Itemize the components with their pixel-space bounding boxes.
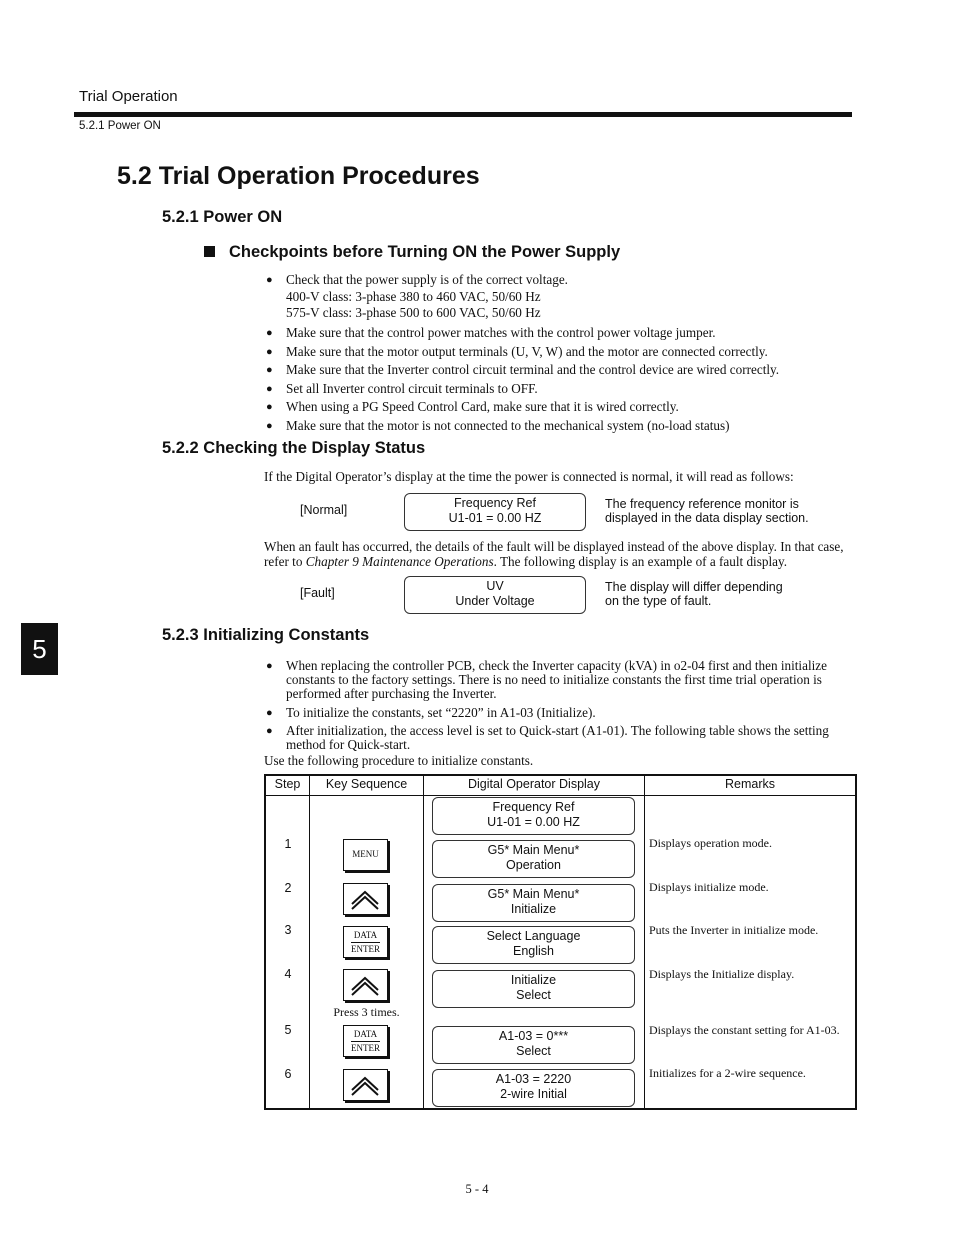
display-line-2: Operation	[506, 857, 561, 872]
display-line-2: English	[513, 943, 554, 958]
step-number: 2	[284, 881, 292, 895]
up-arrow-key-button	[343, 1069, 388, 1101]
heading-checkpoints: Checkpoints before Turning ON the Power Supply	[229, 243, 621, 261]
bullet-text: Set all Inverter control circuit terminals to OFF.	[286, 380, 538, 396]
display-line-1: UV	[486, 579, 504, 593]
bullet-icon: ●	[266, 274, 273, 286]
header-divider	[266, 795, 855, 796]
remark: Displays the constant setting for A1-03.	[649, 1023, 840, 1037]
init-procedure-table	[264, 774, 857, 1110]
list-item	[264, 419, 856, 433]
voltage-575-text: 575-V class: 3-phase 500 to 600 VAC, 50/60 Hz	[286, 305, 541, 320]
table-intro: Use the following procedure to initialize constants.	[264, 753, 534, 768]
bullet-text: After initialization, the access level is set to Quick-start (A1-01). The following table shows the setting method for Quick-start.	[286, 723, 829, 753]
bullet-icon: ●	[266, 660, 273, 672]
operator-display	[432, 840, 635, 878]
bullet-icon: ●	[266, 327, 273, 340]
operator-display	[432, 1069, 635, 1107]
list-item	[264, 659, 856, 701]
voltage-400-text: 400-V class: 3-phase 380 to 460 VAC, 50/60 Hz	[286, 288, 541, 304]
initializing-list	[264, 659, 856, 757]
step-number: 3	[284, 923, 292, 937]
display-line-2: Select	[516, 987, 551, 1002]
key-divider	[351, 942, 380, 943]
normal-label: [Normal]	[300, 503, 348, 517]
display-line-2: 2-wire Initial	[500, 1086, 567, 1101]
display-line-1: A1-03 = 0***	[498, 1029, 569, 1043]
column-divider	[423, 776, 424, 1108]
chapter-tab: 5	[21, 623, 58, 675]
display-line-2: U1-01 = 0.00 HZ	[448, 510, 542, 525]
display-line-1: G5* Main Menu*	[487, 887, 580, 901]
note-line-2: on the type of fault.	[605, 593, 712, 608]
up-arrow-icon	[344, 884, 387, 914]
column-divider	[309, 776, 310, 1108]
running-header-subsection: 5.2.1 Power ON	[79, 120, 161, 132]
display-line-1: Initialize	[510, 973, 557, 987]
list-item	[264, 724, 856, 752]
step-number: 4	[284, 967, 292, 981]
bullet-text: To initialize the constants, set “2220” in A1-03 (Initialize).	[286, 704, 596, 720]
fault-paragraph	[264, 540, 856, 569]
header-remarks: Remarks	[724, 777, 775, 791]
bullet-icon: ●	[266, 364, 273, 377]
display-line-1: G5* Main Menu*	[487, 843, 580, 857]
key-label-bottom: ENTER	[351, 944, 380, 954]
page-number: 5 - 4	[465, 1182, 489, 1196]
initial-display	[432, 797, 635, 835]
remark: Displays operation mode.	[649, 836, 772, 850]
remark: Displays the Initialize display.	[649, 967, 795, 981]
bullet-text: Make sure that the Inverter control circuit terminal and the control device are wired correctly.	[286, 362, 780, 378]
list-item	[264, 272, 856, 322]
display-line-2: Under Voltage	[455, 593, 535, 608]
bullet-text: When using a PG Speed Control Card, make sure that it is wired correctly.	[286, 399, 679, 415]
heading-initializing: 5.2.3 Initializing Constants	[162, 626, 370, 644]
key-label-top: DATA	[353, 1029, 378, 1039]
bullet-text: Make sure that the control power matches with the control power voltage jumper.	[286, 325, 716, 341]
remark: Puts the Inverter in initialize mode.	[649, 923, 819, 937]
list-item	[264, 400, 856, 414]
display-line-2: U1-01 = 0.00 HZ	[487, 814, 580, 829]
key-label: MENU	[352, 849, 379, 859]
checkpoint-list	[264, 272, 856, 438]
remark: Initializes for a 2-wire sequence.	[649, 1066, 806, 1080]
header-rule	[74, 112, 852, 117]
page-title: 5.2 Trial Operation Procedures	[117, 162, 480, 190]
step-number: 6	[284, 1067, 292, 1081]
bullet-text: Make sure that the motor output terminals (U, V, W) and the motor are connected correctly.	[286, 343, 768, 359]
bullet-text: Check that the power supply is of the correct voltage.	[286, 272, 568, 287]
display-line-2: Initialize	[510, 901, 557, 916]
normal-note	[605, 498, 809, 525]
bullet-icon: ●	[266, 725, 273, 738]
heading-display-status: 5.2.2 Checking the Display Status	[162, 439, 426, 457]
fault-para-text-1: When an fault has occurred, the details of the fault will be displayed instead of the above display. In that case, refer to	[264, 539, 844, 569]
bullet-icon: ●	[266, 382, 273, 395]
bullet-icon: ●	[266, 420, 273, 433]
data-enter-key-button	[343, 1025, 388, 1057]
key-label-top: DATA	[353, 930, 378, 940]
display-line-1: Select Language	[486, 929, 581, 943]
key-divider	[351, 1041, 380, 1042]
fault-para-text-2: . The following display is an example of a fault display.	[493, 553, 787, 569]
column-divider	[644, 776, 645, 1108]
list-item	[264, 345, 856, 359]
key-label-bottom: ENTER	[351, 1043, 380, 1053]
display-status-intro: If the Digital Operator’s display at the time the power is connected is normal, it will read as follows:	[264, 469, 794, 484]
display-line-2: Select	[516, 1043, 551, 1058]
list-item	[264, 706, 856, 720]
display-line-1: A1-03 = 2220	[495, 1072, 572, 1086]
note-line-1: The display will differ depending	[605, 580, 783, 594]
fault-label: [Fault]	[300, 586, 335, 600]
up-arrow-key-button	[343, 969, 388, 1001]
header-step: Step	[274, 777, 301, 791]
menu-key-button	[343, 839, 388, 871]
fault-note	[605, 581, 783, 608]
display-line-1: Frequency Ref	[492, 800, 575, 814]
bullet-icon: ●	[266, 401, 273, 414]
operator-display	[432, 970, 635, 1008]
data-enter-key-button	[343, 926, 388, 958]
bullet-text: Make sure that the motor is not connected to the mechanical system (no-load status)	[286, 418, 730, 434]
bullet-icon: ●	[266, 706, 273, 719]
up-arrow-key-button	[343, 883, 388, 915]
bullet-text: When replacing the controller PCB, check the Inverter capacity (kVA) in o2-04 first and then initialize constants to the factory settings. There is no need to initialize constants the first time trial operation is performed after purchasing the Inverter.	[286, 658, 827, 701]
heading-power-on: 5.2.1 Power ON	[162, 208, 283, 226]
normal-display	[404, 493, 586, 531]
operator-display	[432, 1026, 635, 1064]
header-key-sequence: Key Sequence	[325, 777, 408, 791]
remark: Displays initialize mode.	[649, 880, 769, 894]
chapter-reference: Chapter 9 Maintenance Operations	[305, 553, 494, 569]
running-header-section: Trial Operation	[79, 88, 178, 105]
note-line-2: displayed in the data display section.	[605, 510, 809, 525]
list-item	[264, 363, 856, 377]
operator-display	[432, 884, 635, 922]
bullet-icon: ●	[266, 345, 273, 358]
up-arrow-icon	[344, 970, 387, 1000]
display-line-1: Frequency Ref	[454, 496, 536, 510]
list-item	[264, 326, 856, 340]
square-bullet-icon	[204, 246, 215, 257]
operator-display	[432, 926, 635, 964]
note-line-1: The frequency reference monitor is	[605, 497, 799, 511]
press-times-note: Press 3 times.	[333, 1005, 400, 1019]
list-item	[264, 382, 856, 396]
step-number: 5	[284, 1023, 292, 1037]
header-operator-display: Digital Operator Display	[468, 777, 600, 791]
step-number: 1	[284, 837, 292, 851]
fault-display	[404, 576, 586, 614]
up-arrow-icon	[344, 1070, 387, 1100]
